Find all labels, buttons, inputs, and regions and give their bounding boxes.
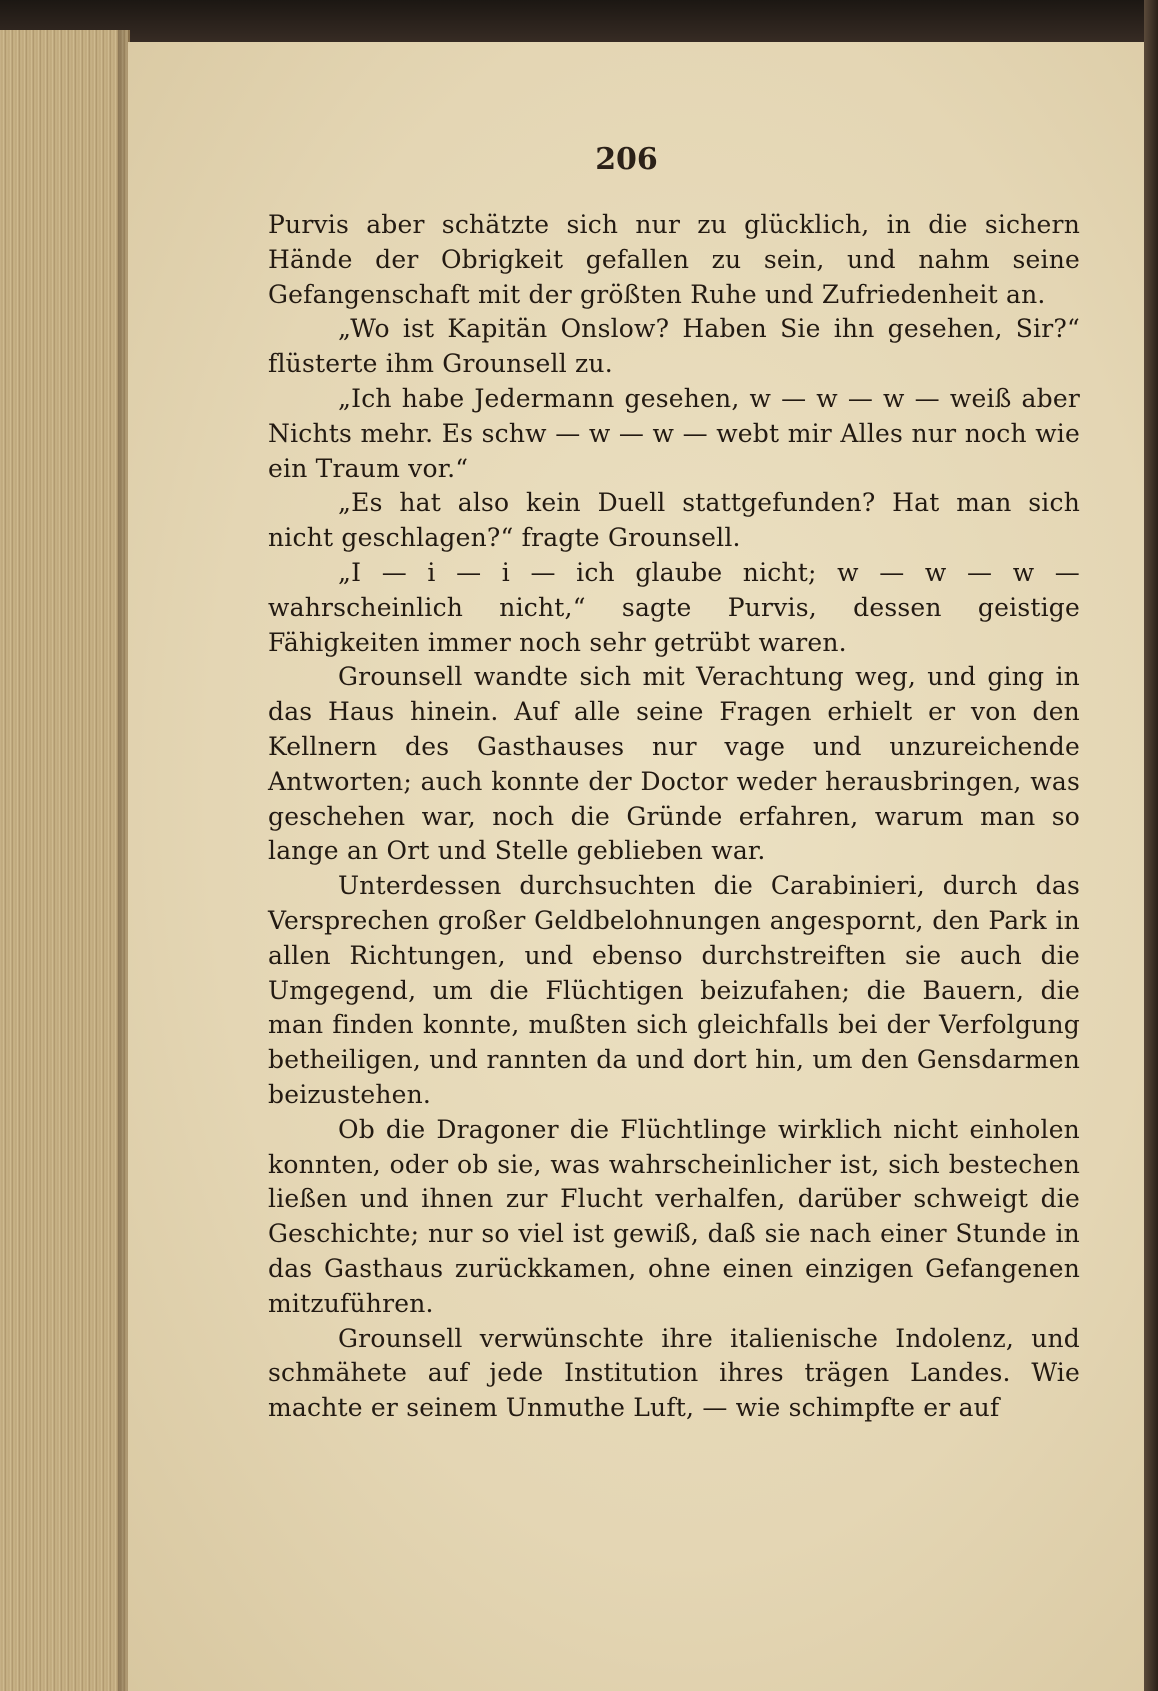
- background-right: [1144, 0, 1158, 1691]
- body-text: [268, 208, 1080, 1426]
- page-number: 206: [595, 142, 658, 177]
- paragraph: Ob die Dragoner die Flüchtlinge wirklich nicht einholen konnten, oder ob sie, was wahrscheinlicher ist, sich bestechen ließen und ihnen zur Flucht verhalfen, darüber schweigt die Geschichte; nur so viel ist gewiß, daß sie nach einer Stunde in das Gasthaus zurückkamen, ohne einen einzigen Gefangenen mitzuführen.: [268, 1114, 1080, 1318]
- paragraph: Unterdessen durchsuchten die Carabinieri, durch das Versprechen großer Geldbelohnungen angespornt, den Park in allen Richtungen, und ebenso durchstreiften sie auch die Umgegend, um die Flüchtigen beizufahen; die Bauern, die man finden konnte, mußten sich gleichfalls bei der Verfolgung betheiligen, und rannten da und dort hin, um den Gensdarmen beizustehen.: [268, 871, 1080, 1109]
- paragraph: „Wo ist Kapitän Onslow? Haben Sie ihn gesehen, Sir?“ flüsterte ihm Grounsell zu.: [268, 314, 1080, 379]
- paragraph: Grounsell wandte sich mit Verachtung weg, und ging in das Haus hinein. Auf alle seine Fragen erhielt er von den Kellnern des Gasthauses nur vage und unzureichende Antworten; auch konnte der Doctor weder herausbringen, was geschehen war, noch die Gründe erfahren, warum man so lange an Ort und Stelle geblieben war.: [268, 662, 1080, 866]
- paragraph: „Ich habe Jedermann gesehen, w — w — w — weiß aber Nichts mehr. Es schw — w — w — webt mir Alles nur noch wie ein Traum vor.“: [268, 383, 1080, 483]
- paragraph: „Es hat also kein Duell stattgefunden? Hat man sich nicht geschlagen?“ fragte Grounsell.: [268, 488, 1080, 553]
- background-top: [0, 0, 1158, 48]
- page-edges: [0, 30, 130, 1691]
- paragraph: „I — i — i — ich glaube nicht; w — w — w — wahrscheinlich nicht,“ sagte Purvis, dessen geistige Fähigkeiten immer noch sehr getrübt waren.: [268, 557, 1080, 657]
- paragraph: Grounsell verwünschte ihre italienische Indolenz, und schmähete auf jede Institution ihres trägen Landes. Wie machte er seinem Unmuthe Luft, — wie schimpfte er auf: [268, 1323, 1080, 1423]
- paragraph: Purvis aber schätzte sich nur zu glücklich, in die sichern Hände der Obrigkeit gefallen zu sein, und nahm seine Gefangenschaft mit der größten Ruhe und Zufriedenheit an.: [268, 210, 1080, 309]
